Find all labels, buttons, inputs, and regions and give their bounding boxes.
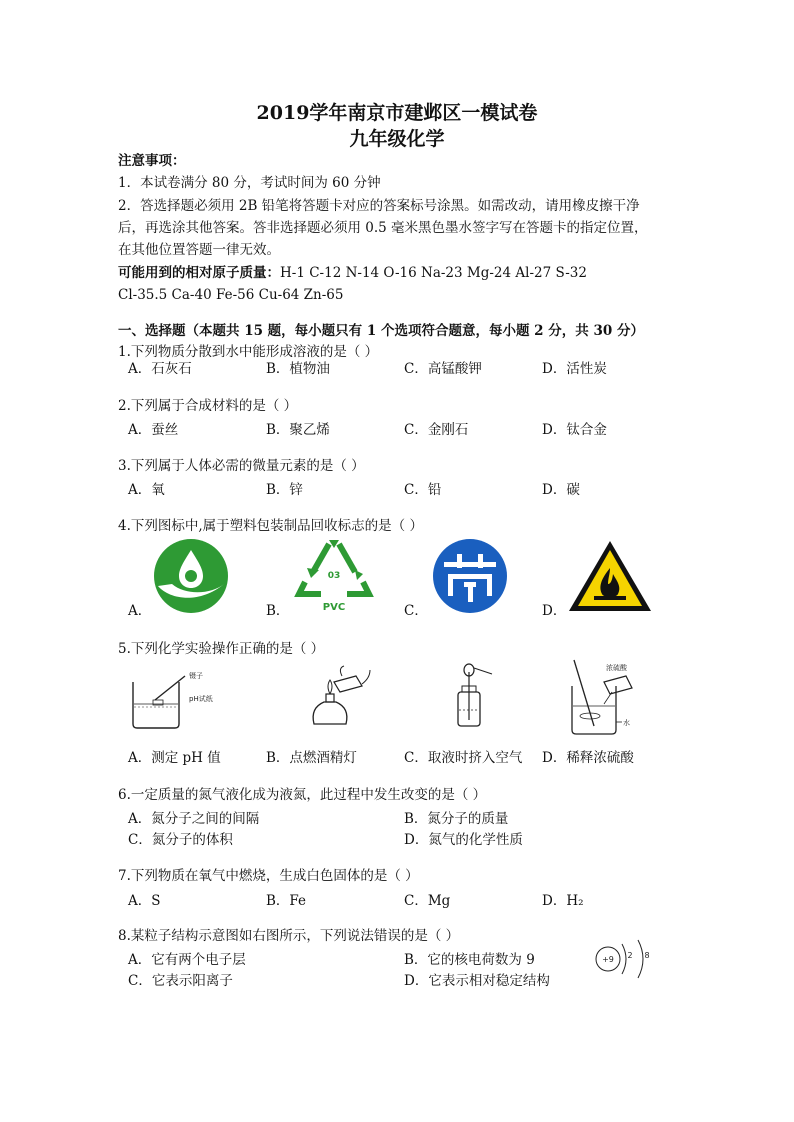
question-3-option-d[interactable]: D．碳 (542, 482, 580, 498)
notes-item-2-line-2: 后，再选涂其他答案。答非选择题必须用 0.5 毫米黑色墨水签字写在答题卡的指定位置， (118, 220, 648, 236)
question-4-option-c[interactable]: C． (404, 603, 428, 619)
dropper-figure (440, 662, 510, 732)
question-2-option-c[interactable]: C．金刚石 (404, 422, 469, 438)
question-3-option-a[interactable]: A．氧 (128, 482, 165, 498)
question-7-option-b[interactable]: B．Fe (266, 893, 307, 909)
conc-acid-label: 浓硫酸 (606, 664, 627, 672)
notes-item-2-line-3: 在其他位置答题一律无效。 (118, 242, 280, 258)
ph-test-figure (125, 666, 225, 732)
question-5-option-b[interactable]: B．点燃酒精灯 (266, 750, 357, 766)
question-6-option-a[interactable]: A．氮分子之间的间隔 (128, 811, 260, 827)
question-8-option-b[interactable]: B．它的核电荷数为 9 (404, 952, 535, 968)
question-2-option-d[interactable]: D．钛合金 (542, 422, 607, 438)
question-6-option-c[interactable]: C．氮分子的体积 (128, 832, 233, 848)
recycle-code-label: 03 (327, 571, 341, 581)
question-7-option-a[interactable]: A．S (128, 893, 161, 909)
question-7-option-c[interactable]: C．Mg (404, 893, 451, 909)
alcohol-lamp-figure (300, 662, 380, 732)
question-3-option-b[interactable]: B．锌 (266, 482, 303, 498)
question-2-option-a[interactable]: A．蚕丝 (128, 422, 179, 438)
question-1-stem: 1.下列物质分散到水中能形成溶液的是（ ） (118, 344, 379, 360)
water-saving-icon[interactable] (150, 538, 232, 614)
exam-title: 2019学年南京市建邺区一模试卷 (256, 102, 538, 124)
notes-item-1: 1．本试卷满分 80 分，考试时间为 60 分钟 (118, 175, 381, 191)
question-8-option-a[interactable]: A．它有两个电子层 (128, 952, 246, 968)
energy-saving-icon[interactable] (430, 538, 510, 614)
nucleus-charge-label: +9 (602, 955, 614, 964)
question-8-option-c[interactable]: C．它表示阳离子 (128, 973, 233, 989)
question-2-stem: 2.下列属于合成材料的是（ ） (118, 398, 298, 414)
section-1-heading: 一、选择题（本题共 15 题，每小题只有 1 个选项符合题意，每小题 2 分，共 30 分） (118, 323, 644, 339)
question-5-option-a[interactable]: A．测定 pH 值 (128, 750, 221, 766)
inner-shell-electrons: 2 (627, 951, 633, 960)
notes-item-2-line-1: 2．答选择题必须用 2B 铅笔将答题卡对应的答案标号涂黑。如需改动，请用橡皮擦干净 (118, 198, 640, 214)
question-1-option-c[interactable]: C．高锰酸钾 (404, 361, 482, 377)
question-8-option-d[interactable]: D．它表示相对稳定结构 (404, 973, 550, 989)
question-8-stem: 8.某粒子结构示意图如右图所示，下列说法错误的是（ ） (118, 928, 460, 944)
question-1-option-a[interactable]: A．石灰石 (128, 361, 192, 377)
atomic-mass-values-1: H-1 C-12 N-14 O-16 Na-23 Mg-24 Al-27 S-32 (280, 265, 587, 281)
question-5-option-d[interactable]: D．稀释浓硫酸 (542, 750, 634, 766)
atomic-mass-line-2: Cl-35.5 Ca-40 Fe-56 Cu-64 Zn-65 (118, 287, 344, 303)
question-6-option-b[interactable]: B．氮分子的质量 (404, 811, 509, 827)
question-6-option-d[interactable]: D．氮气的化学性质 (404, 832, 523, 848)
question-5-stem: 5.下列化学实验操作正确的是（ ） (118, 641, 325, 657)
outer-shell-electrons: 8 (644, 951, 650, 960)
question-7-stem: 7.下列物质在氧气中燃烧，生成白色固体的是（ ） (118, 868, 419, 884)
question-4-option-b[interactable]: B． (266, 603, 290, 619)
exam-subtitle: 九年级化学 (349, 128, 445, 150)
notes-heading: 注意事项： (118, 153, 186, 169)
question-2-option-b[interactable]: B．聚乙烯 (266, 422, 330, 438)
question-6-stem: 6.一定质量的氮气液化成为液氮，此过程中发生改变的是（ ） (118, 787, 487, 803)
flammable-warning-icon[interactable] (566, 538, 654, 614)
water-label: 水 (623, 719, 630, 727)
pvc-recycle-icon[interactable] (293, 538, 375, 614)
tweezers-label: 镊子 (189, 672, 203, 680)
recycle-material-label: PVC (322, 602, 346, 613)
atomic-mass-line-1 (118, 264, 587, 282)
ph-paper-label: pH试纸 (189, 695, 213, 703)
particle-structure-diagram (592, 936, 664, 986)
atomic-mass-label: 可能用到的相对原子质量： (118, 265, 280, 281)
question-4-stem: 4.下列图标中,属于塑料包装制品回收标志的是（ ） (118, 518, 423, 534)
question-3-option-c[interactable]: C．铅 (404, 482, 442, 498)
question-7-option-d[interactable]: D．H₂ (542, 893, 584, 909)
question-3-stem: 3.下列属于人体必需的微量元素的是（ ） (118, 458, 365, 474)
question-1-option-b[interactable]: B．植物油 (266, 361, 330, 377)
question-4-option-a[interactable]: A． (128, 603, 152, 619)
question-1-option-d[interactable]: D．活性炭 (542, 361, 607, 377)
question-4-option-d[interactable]: D． (542, 603, 567, 619)
question-5-option-c[interactable]: C．取液时挤入空气 (404, 750, 523, 766)
acid-dilution-figure (560, 656, 660, 736)
